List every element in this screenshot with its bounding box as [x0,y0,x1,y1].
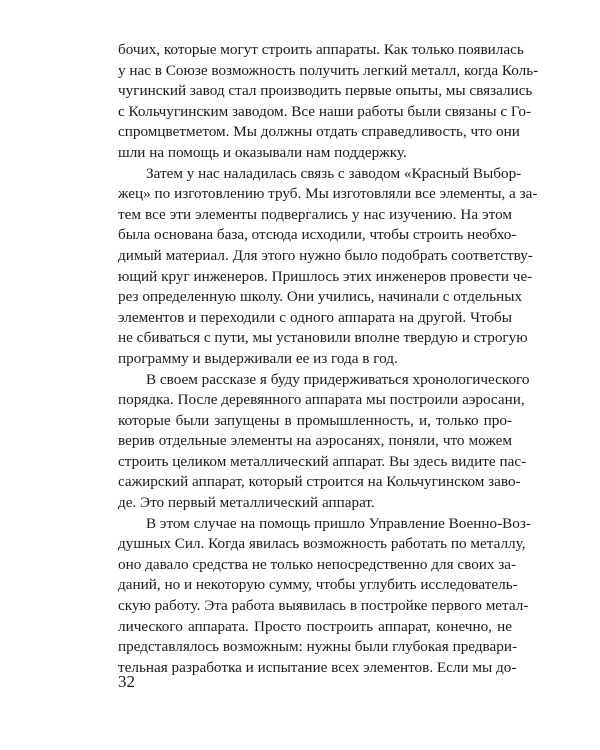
text-line: строить целиком металлический аппарат. Вы здесь видите пас- [118,452,527,470]
page-number: 32 [118,672,135,691]
text-line: порядка. После деревянного аппарата мы построили аэросани, [118,391,525,409]
text-line: элементов и переходили с одного аппарата на другой. Чтобы [118,308,512,326]
text-line: де. Это первый металлический аппарат. [118,494,375,512]
text-line: чугинский завод стал производить первые опыты, мы связались [118,82,533,100]
text-line: бочих, которые могут строить аппараты. Как только появилась [118,41,524,58]
text-line: у нас в Союзе возможность получить легкий металл, когда Коль- [118,61,539,79]
text-line: верив отдельные элементы на аэросанях, поняли, что можем [118,432,512,450]
text-line: Затем у нас наладилась связь с заводом «Красный Выбор- [146,164,522,182]
text-line: представлялось возможным: нужны были глубокая предвари- [118,638,518,656]
text-line: программу и выдерживали ее из года в год. [118,349,398,367]
text-line: рез определенную школу. Они учились, начинали с отдельных [118,288,523,306]
text-line: даний, но и некоторую сумму, чтобы углубить исследователь- [118,576,518,594]
text-line: оно давало средства не только непосредственно для своих за- [118,555,517,573]
text-line: лического аппарата. Просто построить аппарат, конечно, не [118,617,512,635]
text-line: В этом случае на помощь пришло Управление Военно-Воз- [146,514,531,532]
text-line: тельная разработка и испытание всех элементов. Если мы до- [118,658,517,676]
text-line: душных Сил. Когда явилась возможность работать по металлу, [118,535,526,553]
text-line: которые были запущены в промышленность, и, только про- [118,411,512,429]
text-line: не сбиваться с пути, мы установили вполне твердую и строгую [118,329,528,347]
text-line: с Кольчугинским заводом. Все наши работы были связаны с Го- [118,102,532,120]
text-line: В своем рассказе я буду придерживаться хронологического [146,370,530,388]
text-line: сажирский аппарат, который строится на Кольчугинском заво- [118,473,521,491]
body-text [118,40,539,678]
text-line: тем все эти элементы подвергались у нас изучению. На этом [118,205,512,223]
text-line: жец» по изготовлению труб. Мы изготовляли все элементы, а за- [118,185,538,203]
text-line: шли на помощь и оказывали нам поддержку. [118,143,407,161]
text-line: спромцветметом. Мы должны отдать справедливость, что они [118,123,520,141]
text-line: была основана база, отсюда исходили, чтобы строить необхо- [118,226,517,244]
text-line: димый материал. Для этого нужно было подобрать соответству- [118,246,533,264]
text-line: ющий круг инженеров. Пришлось этих инженеров провести че- [118,267,533,285]
text-line: скую работу. Эта работа выявилась в постройке первого метал- [118,597,529,615]
